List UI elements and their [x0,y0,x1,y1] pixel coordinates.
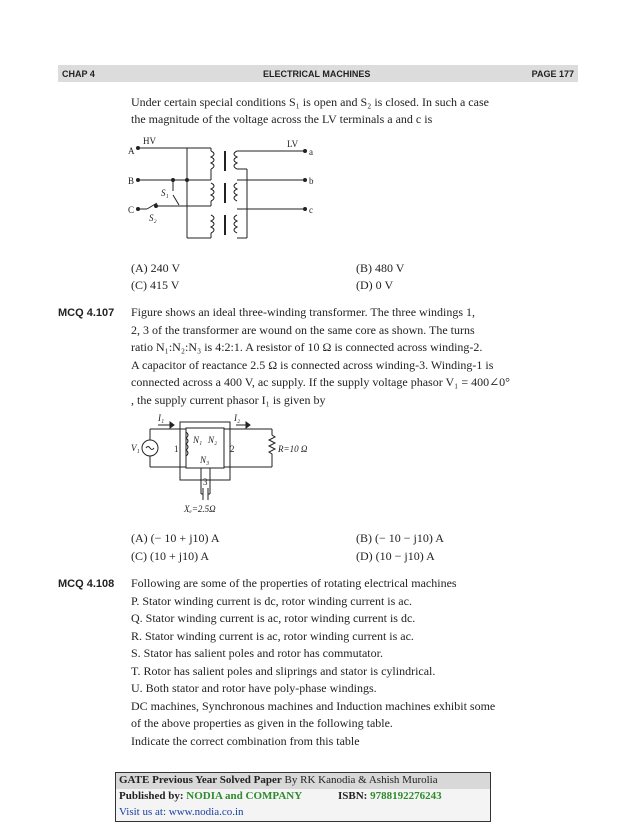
lv-label: LV [287,139,299,149]
q106-text-line1: Under certain special conditions S₁ is open and S₂ is closed. In such a case [131,95,489,109]
q106-option-b[interactable]: (B) 480 V [356,261,405,275]
i2-label: I₂ [234,413,241,423]
terminal-C: C [128,205,135,215]
q108-line: T. Rotor has salient poles and sliprings and stator is cylindrical. [131,663,436,678]
chapter-label: CHAP 4 [62,69,95,79]
q108-line: U. Both stator and rotor have poly-phase windings. [131,681,377,695]
q107-line: Figure shows an ideal three-winding transformer. The three windings 1, [131,305,476,319]
i1-label: I₁ [158,413,165,423]
q106-option-c[interactable]: (C) 415 V [131,278,180,292]
q108-line: P. Stator winding current is dc, rotor winding current is ac. [131,593,412,608]
footer-title-rest: By RK Kanodia & Ashish Murolia [281,774,438,786]
terminal-a: a [309,147,313,157]
website-link[interactable]: www.nodia.co.in [168,806,244,818]
q108-line: Q. Stator winding current is ac, rotor winding current is dc. [131,611,416,625]
q107-option-b[interactable]: (B) (− 10 − j10) A [356,531,444,545]
q107-line: , the supply current phasor I₁ is given by [131,392,326,407]
capacitor-label: Xₑ=2.5Ω [184,504,216,514]
q108-line: Indicate the correct combination from this table [131,733,360,748]
q107-label: MCQ 4.107 [58,307,115,319]
terminal-A: A [128,146,135,156]
q106-text-line2: the magnitude of the voltage across the LV terminals a and c is [131,112,433,126]
footer-title-bold: GATE Previous Year Solved Paper [119,774,282,786]
q107-line: ratio N₁:N₂:N₃ is 4:2:1. A resistor of 10 Ω is connected across winding-2. [131,340,483,354]
winding-1-label: 1 [174,444,179,454]
q106-option-d[interactable]: (D) 0 V [356,278,394,292]
published-label: Published by: [119,790,187,802]
q106-transformer-figure [125,133,325,245]
q107-line: 2, 3 of the transformer are wound on the same core as shown. The turns [131,322,475,337]
v1-label: V₁ [131,443,140,453]
switch-s1-label: S₁ [161,188,169,198]
q108-line: Following are some of the properties of rotating electrical machines [131,576,457,590]
publisher-footer [115,772,491,822]
q106-option-a[interactable]: (A) 240 V [131,261,181,275]
q108-text [131,575,545,750]
footer-title [116,773,490,789]
q107-line: A capacitor of reactance 2.5 Ω is connected across winding-3. Winding-1 is [131,357,494,372]
q108-line: S. Stator has salient poles and rotor has commutator. [131,646,383,660]
q108-label: MCQ 4.108 [58,578,115,590]
footer-visit-row [116,805,490,821]
n2-label: N₂ [208,435,218,445]
n1-label: N₁ [193,435,203,445]
n3-label: N₃ [200,455,210,465]
switch-s2-label: S₂ [149,213,157,223]
q107-option-c[interactable]: (C) (10 + j10) A [131,549,210,563]
q107-option-d[interactable]: (D) (10 − j10) A [356,549,435,563]
hv-label: HV [143,136,156,146]
terminal-b: b [309,176,314,186]
q107-option-a[interactable]: (A) (− 10 + j10) A [131,531,220,545]
chapter-title: ELECTRICAL MACHINES [263,69,371,79]
terminal-B: B [128,176,135,186]
footer-published-row [116,789,490,805]
winding-3-label: 3 [203,477,208,487]
resistor-label: R=10 Ω [278,444,308,454]
q108-line: of the above properties as given in the following table. [131,716,393,730]
page-header [58,65,578,82]
q107-line: connected across a 400 V, ac supply. If the supply voltage phasor V₁ = 400∠0° [131,375,510,389]
q107-text [131,304,545,409]
q107-three-winding-figure [128,412,328,520]
q108-line: R. Stator winding current is ac, rotor winding current is ac. [131,628,414,643]
publisher-name: NODIA and COMPANY [186,790,303,802]
terminal-c: c [309,205,313,215]
page-number: PAGE 177 [531,69,574,79]
visit-label: Visit us at: [119,806,169,818]
winding-2-label: 2 [230,444,235,454]
q108-line: DC machines, Synchronous machines and Induction machines exhibit some [131,698,496,713]
isbn-label: ISBN: [338,790,371,802]
isbn-value: 9788192276243 [370,790,442,802]
